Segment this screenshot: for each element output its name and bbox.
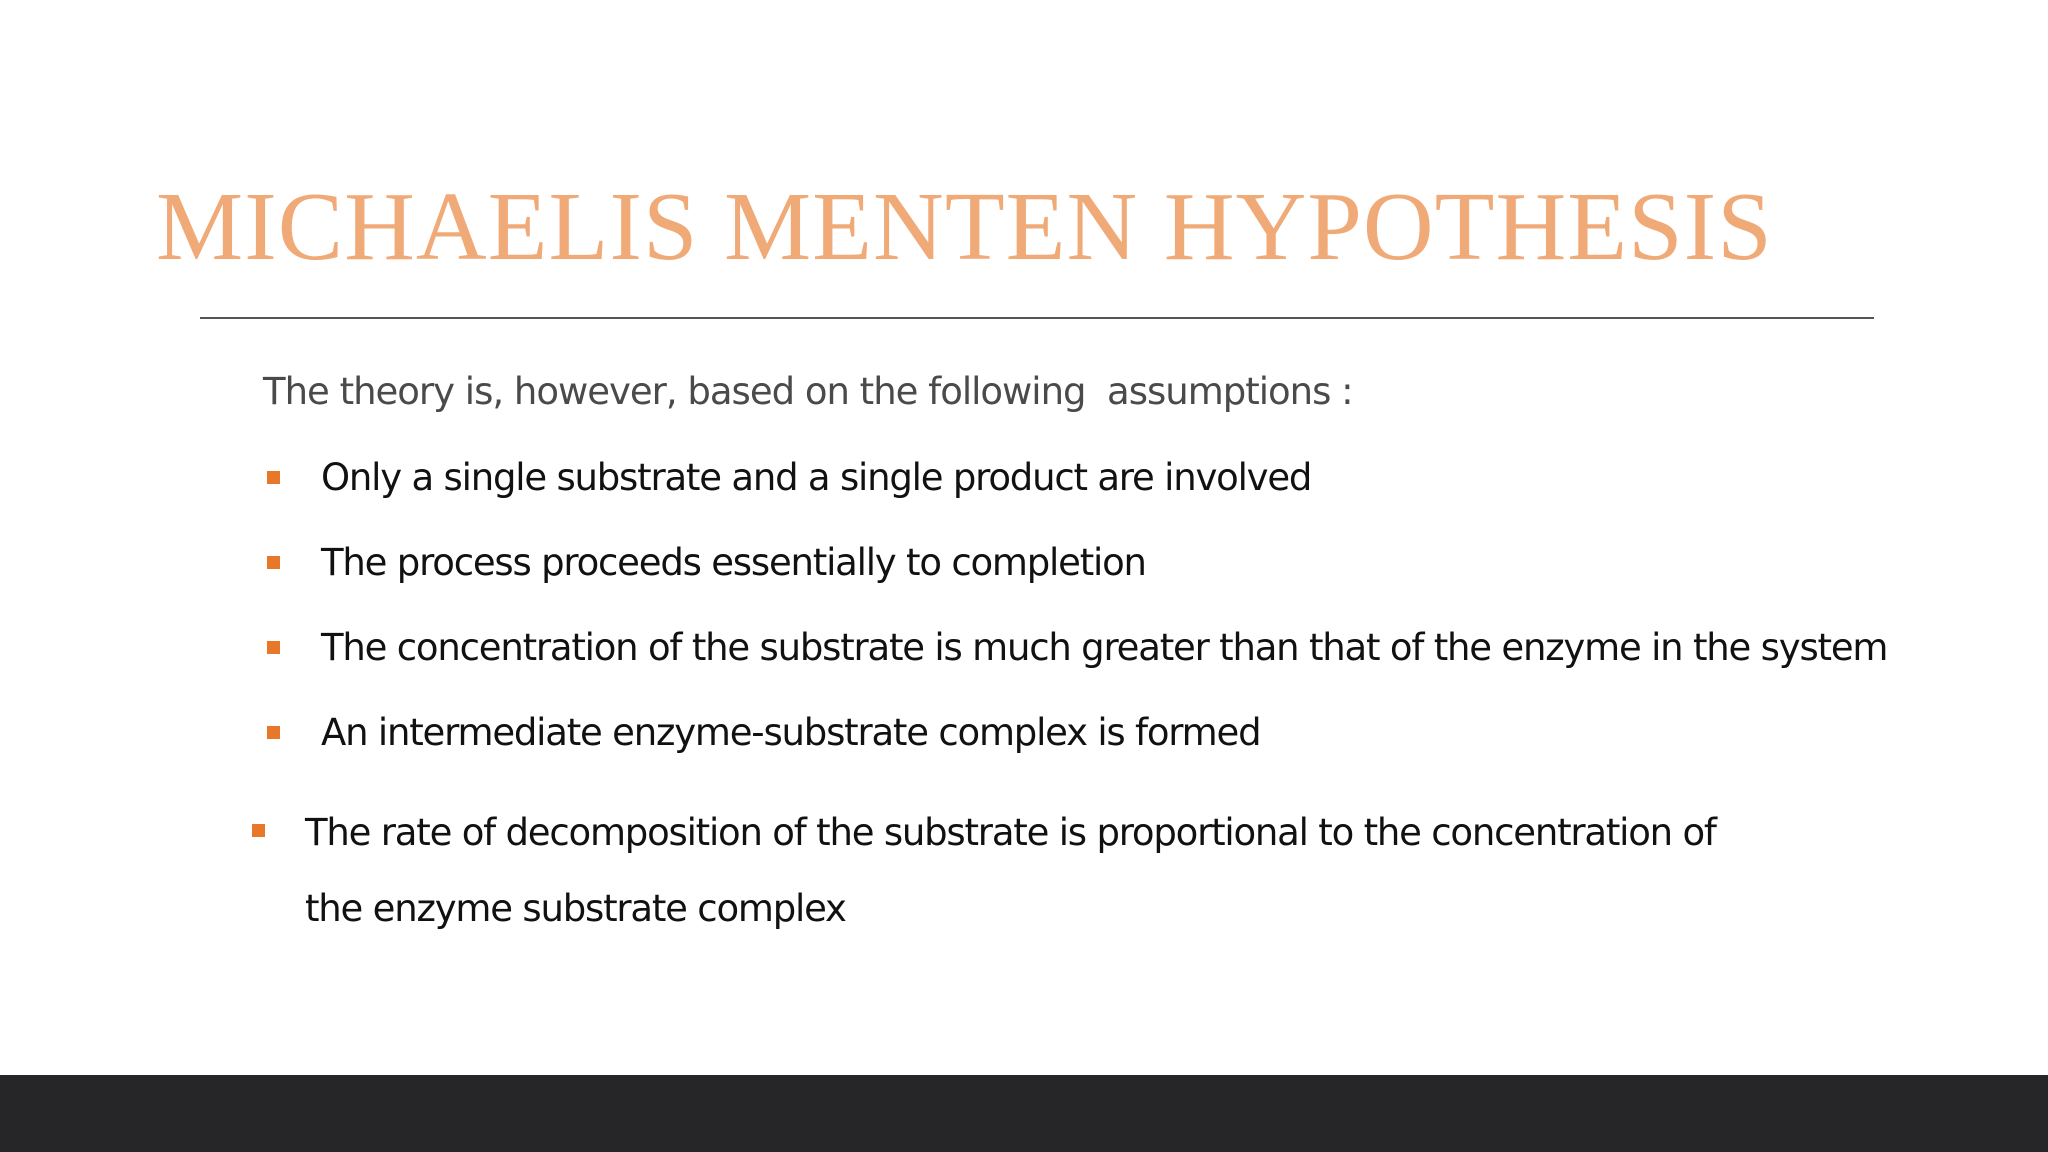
bullet-marker-icon [267,726,280,739]
slide-title: MICHAELIS MENTEN HYPOTHESIS [156,173,1773,281]
bullet-item-intermediate-complex: An intermediate enzyme-substrate complex is formed [321,711,1261,754]
intro-text: The theory is, however, based on the following assumptions : [263,370,1353,413]
bullet-marker-icon [267,641,280,654]
bullet-item-completion: The process proceeds essentially to completion [321,541,1146,584]
bullet-item-concentration: The concentration of the substrate is much greater than that of the enzyme in the system [321,626,1888,669]
bullet-marker-icon [267,471,280,484]
bullet-marker-icon [267,556,280,569]
bullet-item-rate-of-decomposition: The rate of decomposition of the substrate is proportional to the concentration of the enzyme substrate complex [305,811,1716,930]
footer-bar [0,1075,2048,1152]
bullet-marker-icon [252,824,265,837]
title-divider [200,317,1874,319]
bullet-item-single-substrate: Only a single substrate and a single product are involved [321,456,1312,499]
